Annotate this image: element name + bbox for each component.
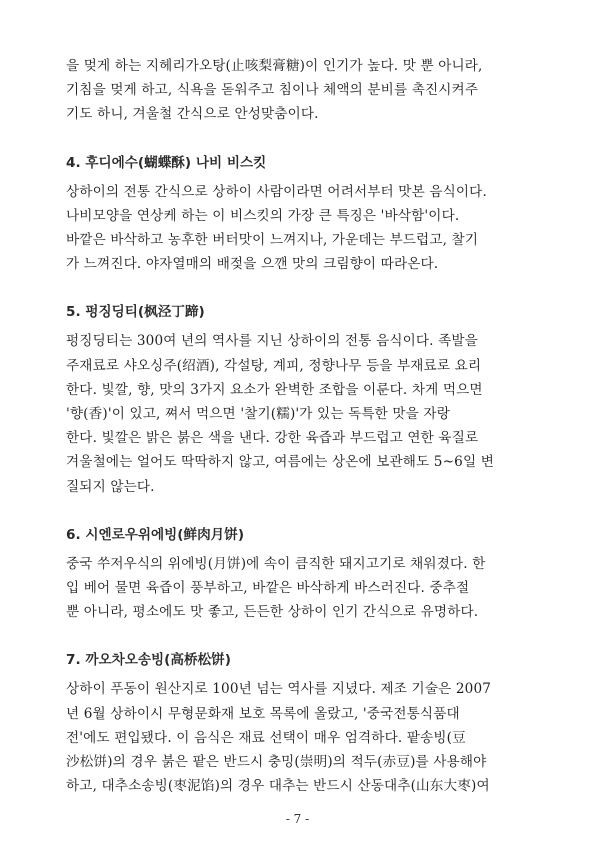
text-line: 한다. 빛깔은 밝은 붉은 색을 낸다. 강한 육즙과 부드럽고 연한 육질로	[66, 430, 479, 447]
text-line: 입 베어 물면 육즙이 풍부하고, 바깥은 바삭하게 바스러진다. 중추절	[66, 580, 470, 597]
section-paragraph	[66, 329, 550, 498]
text-line: 나비모양을 연상케 하는 이 비스킷의 가장 큰 특징은 '바삭함'이다.	[66, 207, 460, 224]
section-paragraph	[66, 677, 550, 798]
section-heading: 4. 후디에수(蝴蝶酥) 나비 비스킷	[66, 154, 267, 171]
text-line: 질되지 않는다.	[66, 478, 155, 495]
text-line: 상하이의 전통 간식으로 상하이 사람이라면 어려서부터 맛본 음식이다.	[66, 183, 487, 200]
section-gaoqiao-pastry	[66, 648, 550, 798]
intro-paragraph	[66, 54, 550, 127]
page-number: - 7 -	[285, 812, 310, 826]
text-line: 주재료로 샤오싱주(绍酒), 각설탕, 계피, 정향나무 등을 부재료로 요리	[66, 357, 482, 374]
text-line: 沙松饼)의 경우 붉은 팥은 반드시 충밍(崇明)의 적두(赤豆)를 사용해야	[66, 754, 487, 771]
text-line: 펑징딩티는 300여 년의 역사를 지닌 상하이의 전통 음식이다. 족발을	[66, 333, 478, 350]
text-line: 전'에도 편입됐다. 이 음식은 재료 선택이 매우 엄격하다. 팥송빙(豆	[66, 729, 466, 746]
section-fresh-meat-mooncake	[66, 523, 550, 625]
text-line: 바깥은 바삭하고 농후한 버터맛이 느껴지나, 가운데는 부드럽고, 찰기	[66, 232, 479, 249]
text-line: 기도 하니, 겨울철 간식으로 안성맞춤이다.	[66, 106, 319, 123]
section-heading: 7. 까오차오송빙(高桥松饼)	[66, 652, 231, 669]
section-heading: 6. 시엔로우위에빙(鲜肉月饼)	[66, 526, 245, 543]
page-content	[66, 54, 550, 798]
text-line: 한다. 빛깔, 향, 맛의 3가지 요소가 완벽한 조합을 이룬다. 차게 먹으면	[66, 381, 483, 398]
text-line: '향(香)'이 있고, 쪄서 먹으면 '찰기(糯)'가 있는 독특한 맛을 자랑	[66, 406, 450, 423]
text-line: 가 느껴진다. 야자열매의 배젖을 으깬 맛의 크림향이 따라온다.	[66, 256, 439, 273]
text-line: 기침을 멎게 하고, 식욕을 돋워주고 침이나 체액의 분비를 촉진시켜주	[66, 82, 479, 99]
text-line: 을 멎게 하는 지헤리가오탕(止咳梨膏糖)이 인기가 높다. 맛 뿐 아니라,	[66, 58, 483, 74]
text-line: 상하이 푸동이 원산지로 100년 넘는 역사를 지녔다. 제조 기술은 2007	[66, 681, 492, 698]
text-line: 뿐 아니라, 평소에도 맛 좋고, 든든한 상하이 인기 간식으로 유명하다.	[66, 604, 479, 621]
section-fengjing-pork-knuckle	[66, 300, 550, 498]
text-line: 겨울철에는 얼어도 딱딱하지 않고, 여름에는 상온에 보관해도 5~6일 변	[66, 454, 494, 471]
text-line: 하고, 대추소송빙(枣泥馅)의 경우 대추는 반드시 산동대추(山东大枣)여	[66, 778, 490, 795]
section-butterfly-biscuit	[66, 151, 550, 277]
section-paragraph	[66, 180, 550, 277]
section-paragraph	[66, 552, 550, 625]
text-line: 년 6월 상하이시 무형문화재 보호 목록에 올랐고, '중국전통식품대	[66, 705, 460, 722]
section-heading: 5. 펑징딩티(枫泾丁蹄)	[66, 304, 205, 321]
text-line: 중국 쑤저우식의 위에빙(月饼)에 속이 큼직한 돼지고기로 채워졌다. 한	[66, 555, 486, 572]
